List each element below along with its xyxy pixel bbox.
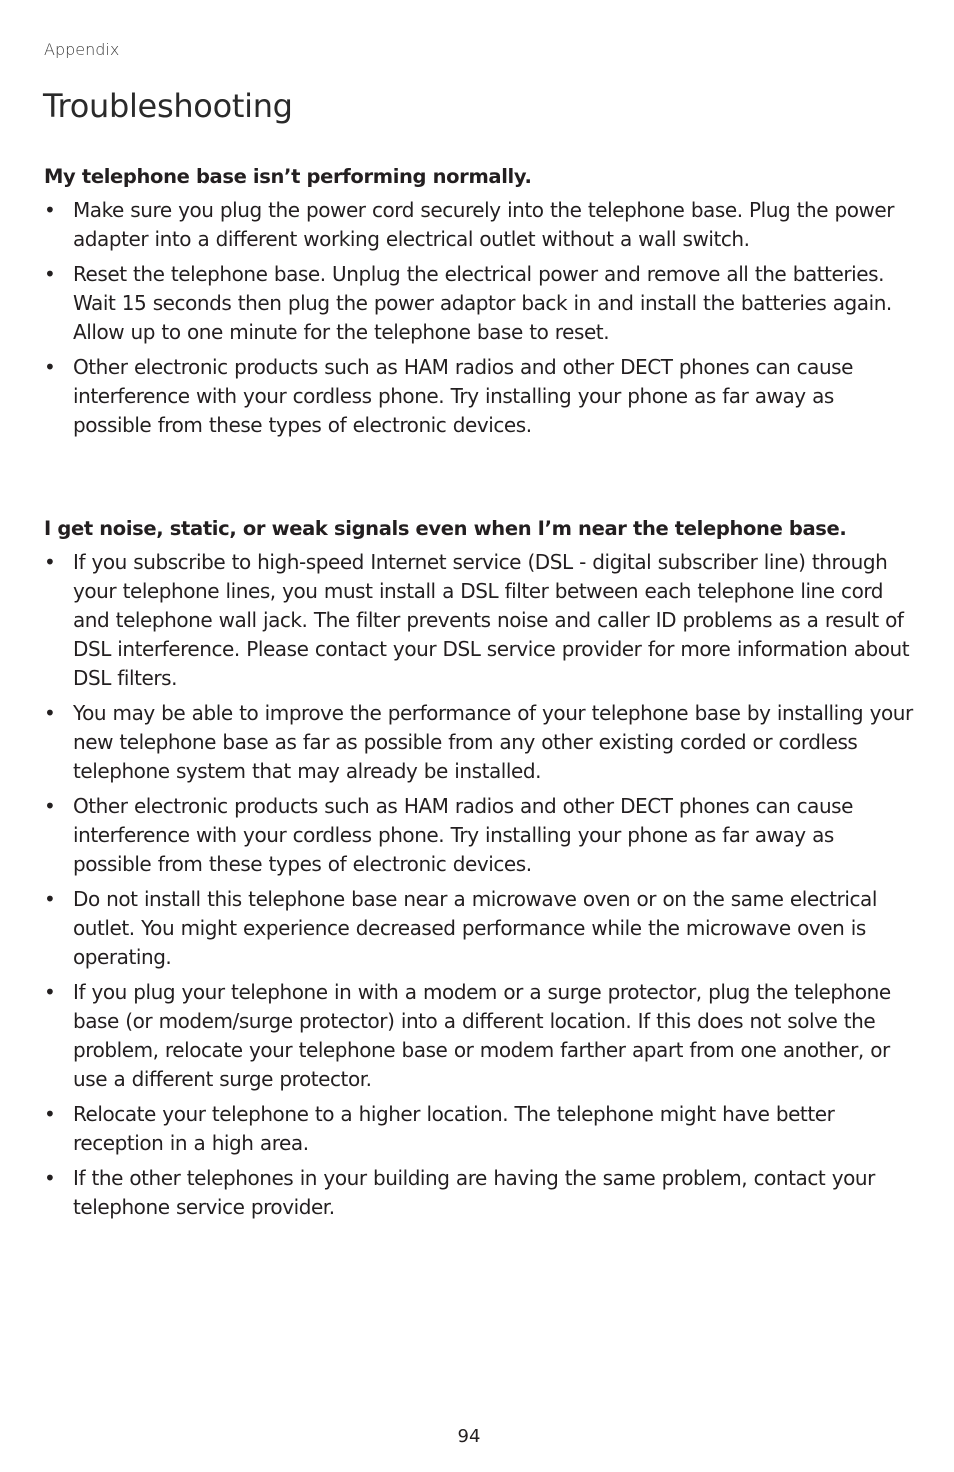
list-item: [44, 353, 914, 440]
list-item-text: Other electronic products such as HAM radios and other DECT phones can cause interference with your cordless phone. Try installing your phone as far away as possible from these types of electronic devices.: [73, 794, 853, 876]
bullet-icon: •: [44, 1166, 56, 1190]
section-heading: I get noise, static, or weak signals even when I’m near the telephone base.: [44, 517, 847, 540]
bullet-list: [44, 548, 914, 1222]
list-item-text: Other electronic products such as HAM radios and other DECT phones can cause interference with your cordless phone. Try installing your phone as far away as possible from these types of electronic devices.: [73, 355, 853, 437]
list-item: [44, 699, 914, 786]
list-item-text: Do not install this telephone base near a microwave oven or on the same electrical outlet. You might experience decreased performance while the microwave oven is operating.: [73, 887, 877, 969]
list-item: [44, 1100, 914, 1158]
list-item: [44, 978, 914, 1094]
page-title: Troubleshooting: [43, 87, 293, 125]
bullet-icon: •: [44, 198, 56, 222]
list-item-text: You may be able to improve the performance of your telephone base by installing your new telephone base as far as possible from any other existing corded or cordless telephone system that may already be installed.: [73, 701, 913, 783]
list-item: [44, 196, 914, 254]
bullet-icon: •: [44, 980, 56, 1004]
list-item: [44, 548, 914, 693]
list-item-text: If the other telephones in your building are having the same problem, contact your telephone service provider.: [73, 1166, 875, 1219]
bullet-list: [44, 196, 914, 440]
bullet-icon: •: [44, 1102, 56, 1126]
section-base-not-performing: [44, 164, 914, 446]
page-number: 94: [457, 1426, 481, 1447]
bullet-icon: •: [44, 262, 56, 286]
bullet-icon: •: [44, 355, 56, 379]
list-item: [44, 792, 914, 879]
list-item-text: If you plug your telephone in with a modem or a surge protector, plug the telephone base (or modem/surge protector) into a different location. If this does not solve the problem, relocate your telephone base or modem farther apart from one another, or use a different surge protector.: [73, 980, 891, 1091]
list-item: [44, 1164, 914, 1222]
section-noise-static: [44, 516, 914, 1228]
bullet-icon: •: [44, 550, 56, 574]
bullet-icon: •: [44, 887, 56, 911]
list-item-text: Reset the telephone base. Unplug the electrical power and remove all the batteries. Wait 15 seconds then plug the power adaptor back in and install the batteries again. Allow up to one minute for the telephone base to reset.: [73, 262, 892, 344]
list-item-text: Make sure you plug the power cord securely into the telephone base. Plug the power adapter into a different working electrical outlet without a wall switch.: [73, 198, 895, 251]
list-item: [44, 885, 914, 972]
section-heading: My telephone base isn’t performing normally.: [44, 165, 532, 188]
running-head: Appendix: [44, 40, 120, 59]
list-item-text: Relocate your telephone to a higher location. The telephone might have better reception in a high area.: [73, 1102, 835, 1155]
bullet-icon: •: [44, 794, 56, 818]
list-item-text: If you subscribe to high-speed Internet service (DSL - digital subscriber line) through your telephone lines, you must install a DSL filter between each telephone line cord and telephone wall jack. The filter prevents noise and caller ID problems as a result of DSL interference. Please contact your DSL service provider for more information about DSL filters.: [73, 550, 910, 690]
list-item: [44, 260, 914, 347]
bullet-icon: •: [44, 701, 56, 725]
